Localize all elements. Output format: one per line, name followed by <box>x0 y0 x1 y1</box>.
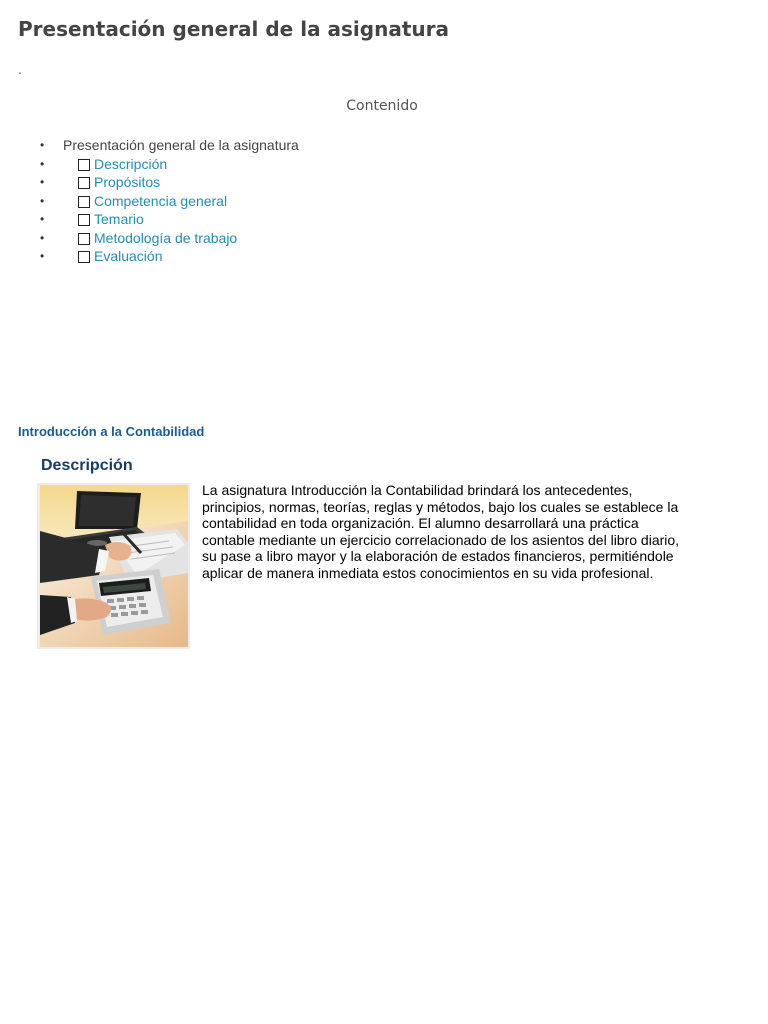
description-text: La asignatura Introducción la Contabilidad brindará los antecedentes, principios, normas, teorías, reglas y métodos, bajo los cuales se establece la contabilidad en toda organización. El alumno desarrollará una práctica contable mediante un ejercicio correlacionado de los asientos del libro diario, su pase a libro mayor y la elaboración de estados financieros, permitiéndole aplicar de manera inmediata estos conocimientos en su vida profesional. <box>202 482 680 581</box>
bullet-icon: • <box>40 138 45 152</box>
bullet-icon: • <box>40 175 45 189</box>
bullet-icon: • <box>40 230 45 245</box>
checkbox-icon <box>78 233 90 245</box>
bullet-icon: • <box>40 249 45 263</box>
toc-heading: Contenido <box>346 98 418 114</box>
accounting-calculator-photo <box>37 483 190 649</box>
checkbox-icon <box>78 214 90 226</box>
bullet-icon: • <box>40 212 45 226</box>
toc-link-competencia-general[interactable]: Competencia general <box>94 192 228 209</box>
description-heading: Descripción <box>41 457 133 474</box>
toc-main-label: Presentación general de la asignatura <box>63 137 299 153</box>
stray-mark: . <box>18 63 22 77</box>
page-title: Presentación general de la asignatura <box>18 17 449 41</box>
toc-link-evaluacion[interactable]: Evaluación <box>94 248 163 264</box>
bullet-icon: • <box>40 193 45 208</box>
checkbox-icon <box>78 177 90 189</box>
subject-title: Introducción a la Contabilidad <box>18 424 205 439</box>
bullet-icon: • <box>40 156 45 171</box>
checkbox-icon <box>78 251 90 263</box>
checkbox-icon <box>78 196 90 208</box>
toc-link-descripcion[interactable]: Descripción <box>94 155 168 172</box>
toc-link-metodologia[interactable]: Metodología de trabajo <box>94 229 238 246</box>
toc-link-propositos[interactable]: Propósitos <box>94 174 161 190</box>
toc-link-temario[interactable]: Temario <box>94 211 144 227</box>
checkbox-icon <box>78 159 90 171</box>
